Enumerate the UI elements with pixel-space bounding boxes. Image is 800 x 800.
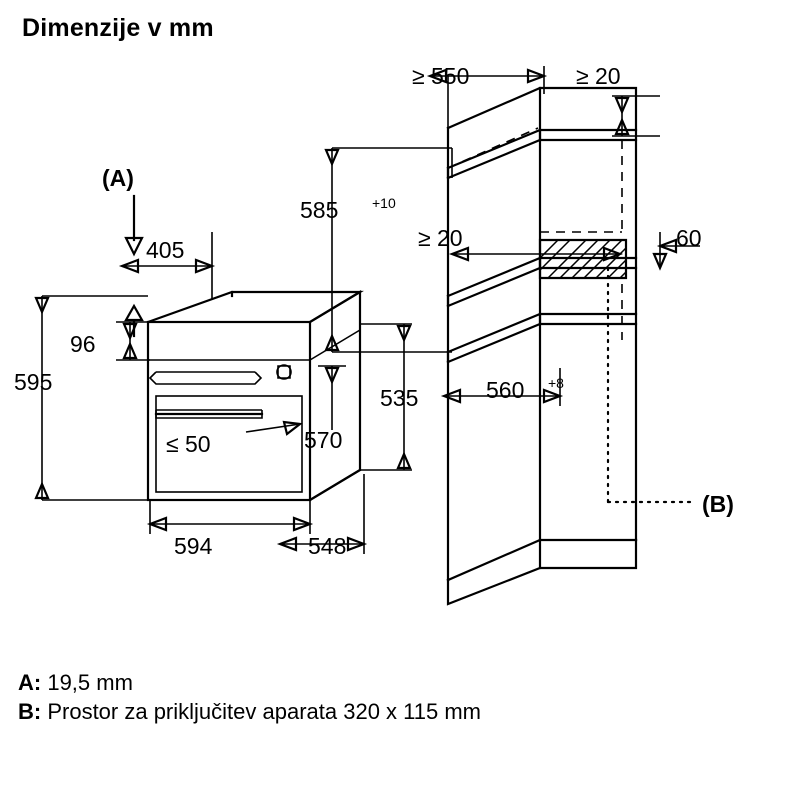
- footnote-a-key: A:: [18, 670, 42, 695]
- page-title: Dimenzije v mm: [22, 14, 214, 42]
- dim-560-text: 560: [486, 377, 525, 403]
- appliance-top-face: [148, 292, 360, 322]
- footnote-b: [18, 697, 778, 726]
- dim-570-text: 570: [304, 427, 343, 453]
- footnote-b-text: Prostor za priključitev aparata 320 x 115 mm: [41, 699, 482, 725]
- dim-min550-text: ≥ 550: [412, 63, 470, 89]
- cabinet-upper-shelf: [448, 130, 636, 178]
- dim-595-text: 595: [14, 369, 53, 395]
- dim-594-text: 594: [174, 533, 213, 559]
- cabinet-hidden-edges: [448, 128, 622, 340]
- dim-585-sup: +10: [372, 195, 396, 211]
- dim-96-text: 96: [70, 331, 96, 357]
- dim-96: [116, 322, 156, 360]
- appliance-door-handle: [156, 410, 262, 418]
- dim-60-text: 60: [676, 225, 702, 251]
- label-b-badge: (B): [702, 491, 734, 517]
- dim-min20-top-text: ≥ 20: [576, 63, 621, 89]
- appliance-side-face: [310, 292, 360, 500]
- appliance-front-face: [148, 322, 310, 500]
- dim-595: [36, 296, 148, 500]
- dim-max50-text: ≤ 50: [166, 431, 211, 457]
- dim-570: [318, 366, 346, 430]
- dim-560-sup: +8: [548, 375, 564, 391]
- dim-548-text: 548: [308, 533, 347, 559]
- dim-594: [150, 500, 310, 534]
- dim-max-50: [246, 422, 300, 434]
- footnote-a-text: 19,5 mm: [41, 670, 133, 695]
- connection-space-route: [608, 268, 694, 502]
- dim-min20-mid-text: ≥ 20: [418, 225, 463, 251]
- label-a-badge: (A): [102, 165, 134, 191]
- dim-405-text: 405: [146, 237, 185, 263]
- dim-535-text: 535: [380, 385, 419, 411]
- footnotes: [18, 668, 778, 726]
- footnote-a: [18, 668, 778, 697]
- cabinet-lower-shelf: [448, 314, 636, 362]
- footnote-b-key: B:: [18, 699, 42, 725]
- dim-585-text: 585: [300, 197, 339, 223]
